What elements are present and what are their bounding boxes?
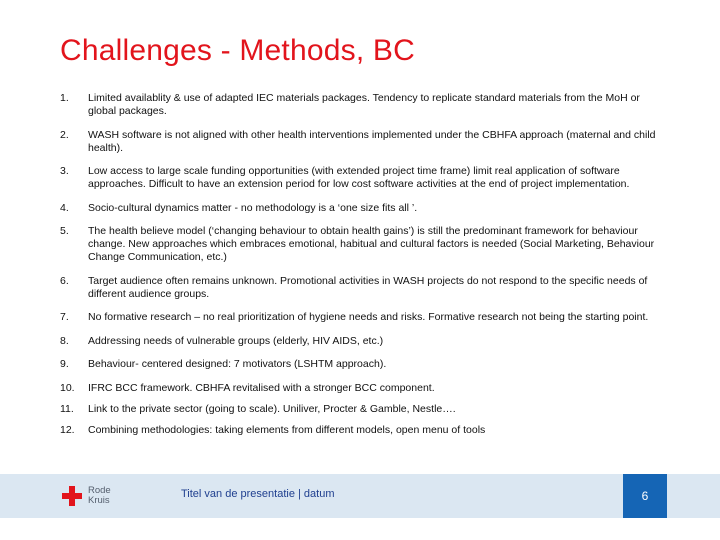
list-item [60, 403, 660, 416]
list-item [60, 275, 660, 301]
slide-title: Challenges - Methods, BC [60, 34, 415, 67]
item-number: 4. [60, 201, 69, 214]
item-number: 10. [60, 381, 75, 394]
list-item [60, 225, 660, 264]
footer-bar [0, 474, 720, 518]
item-text: IFRC BCC framework. CBHFA revitalised with a stronger BCC component. [88, 381, 435, 394]
item-number: 7. [60, 311, 69, 323]
list-item [60, 202, 660, 215]
list-item [60, 382, 660, 395]
item-number: 11. [60, 402, 74, 415]
item-text: The health believe model (‘changing behaviour to obtain health gains’) is still the predominant framework for behaviour change. New approaches which embraces emotional, habitual and cultural factors is needed (Social Marketing, Behaviour Change Communication, etc.) [88, 225, 655, 263]
footer-caption: Titel van de presentatie | datum [181, 488, 335, 500]
item-number: 8. [60, 334, 69, 347]
item-text: Link to the private sector (going to scale). Uniliver, Procter & Gamble, Nestle…. [88, 402, 456, 415]
item-number: 5. [60, 225, 69, 237]
item-number: 1. [60, 92, 69, 104]
list-item [60, 92, 660, 118]
page-number: 6 [623, 474, 667, 518]
item-text: Behaviour- centered designed: 7 motivators (LSHTM approach). [88, 358, 387, 370]
item-number: 9. [60, 358, 69, 370]
red-cross-icon [62, 486, 82, 506]
list-item [60, 358, 660, 371]
challenges-list [60, 92, 660, 447]
item-text: Socio-cultural dynamics matter - no methodology is a ‘one size fits all ’. [88, 201, 418, 214]
list-item [60, 311, 660, 324]
logo-wordmark [88, 486, 111, 506]
item-number: 12. [60, 423, 75, 436]
list-item [60, 165, 660, 191]
item-number: 3. [60, 165, 69, 177]
list-item [60, 335, 660, 348]
item-text: Target audience often remains unknown. Promotional activities in WASH projects do not respond to the specific needs of different audience groups. [88, 274, 648, 300]
list-item [60, 129, 660, 155]
list-item [60, 424, 660, 437]
item-text: Low access to large scale funding opportunities (with extended project time frame) limit real application of software approaches. Difficult to have an extension period for low cost software activities at the end of project implementation. [88, 165, 630, 190]
logo-line-1: Rode [88, 485, 111, 496]
item-text: Combining methodologies: taking elements from different models, open menu of tools [88, 423, 486, 436]
item-number: 6. [60, 274, 69, 287]
item-number: 2. [60, 128, 69, 141]
item-text: WASH software is not aligned with other health interventions implemented under the CBHFA approach (maternal and child health). [88, 128, 656, 154]
rode-kruis-logo [62, 482, 111, 510]
item-text: Addressing needs of vulnerable groups (elderly, HIV AIDS, etc.) [88, 334, 384, 347]
item-text: No formative research – no real prioritization of hygiene needs and risks. Formative research not being the starting point. [88, 311, 649, 323]
item-text: Limited availablity & use of adapted IEC materials packages. Tendency to replicate standard materials from the MoH or global packages. [88, 92, 640, 117]
logo-line-2: Kruis [88, 495, 110, 506]
